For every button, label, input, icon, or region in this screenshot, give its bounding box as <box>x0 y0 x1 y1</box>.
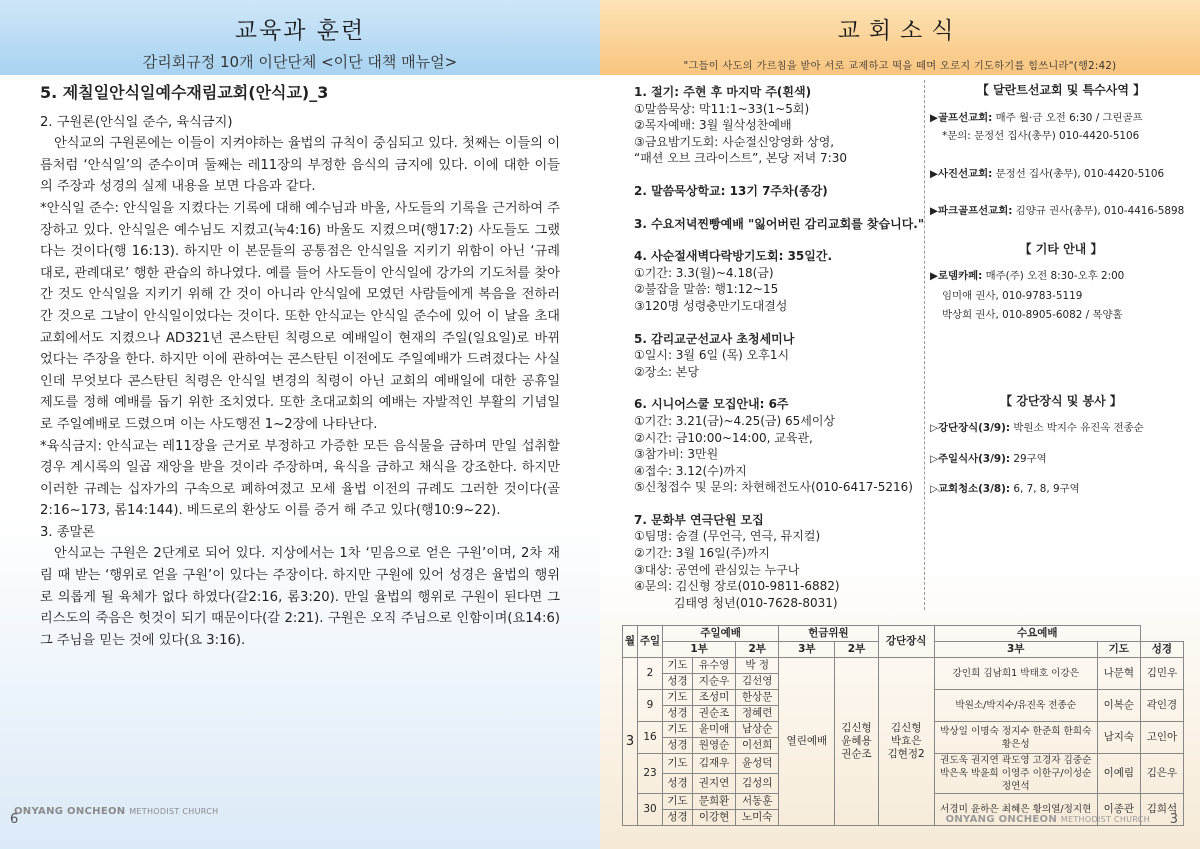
cell-altar: 서경미 윤하은 최혜은 황의열/정지현 <box>934 794 1097 826</box>
cell-role: 성경 <box>663 706 693 722</box>
th-week: 주일 <box>638 626 663 658</box>
cell-altar: 박상일 이명숙 정지수 한준희 한희숙 황은성 <box>934 722 1097 754</box>
news-line: “패션 오브 크라이스트”, 본당 저녁 7:30 <box>634 151 847 166</box>
cell-altar: 권도욱 권지연 곽도영 고경자 김중순 박은옥 박윤희 이영주 이한구/이성순 정연석 <box>934 754 1097 794</box>
news-line: ①기간: 3.21(금)~4.25(금) 65세이상 <box>634 413 836 428</box>
news-title: 2. 말씀묵상학교: 13기 7주차(종강) <box>634 183 828 198</box>
etc-title: 【 기타 안내 】 <box>1019 241 1103 256</box>
news-item <box>634 512 934 612</box>
news-line: ②불잡을 말씀: 행1:12~15 <box>634 282 779 297</box>
mission-item <box>930 204 1192 220</box>
cell-name: 윤성덕 <box>736 754 779 774</box>
cell-name: 권지연 <box>693 774 736 794</box>
cell-name: 지순우 <box>693 674 736 690</box>
altar-text: 29구역 <box>1010 452 1047 465</box>
news-title: 6. 시니어스쿨 모집안내: 6주 <box>634 397 789 412</box>
cell-name: 윤미애 <box>693 722 736 738</box>
news-line: ④문의: 김신형 장로(010-9811-6882) <box>634 579 840 594</box>
news-item <box>634 248 934 314</box>
th-wednesday: 수요예배 <box>934 626 1140 642</box>
news-line: ②시간: 금10:00~14:00, 교육관, <box>634 430 813 445</box>
left-body <box>40 82 560 651</box>
cell-name: 유수영 <box>693 658 736 674</box>
news-line: ②장소: 본당 <box>634 364 699 379</box>
cell-role: 기도 <box>663 722 693 738</box>
cell-week: 23 <box>638 754 663 794</box>
news-line: ①기간: 3.3(월)~4.18(금) <box>634 265 774 280</box>
brand-main: ONYANG ONCHEON <box>945 814 1057 825</box>
cell-role: 성경 <box>663 674 693 690</box>
paragraph: *안식일 준수: 안식일을 지켰다는 기록에 대해 예수님과 바울, 사도들의 기록을 근거하여 주장하고 있다. 안식일은 예수님도 지켰고(눅4:16) 바울도 지켰으며(행17:2) 사도들도 그랬다는 것이다(행 16:13). 하지만 이 본문들의 공통점은 안식일을 지키기 위함이 아닌 ‘규례대로, 관례대로’ 행한 관습의 하나였다. 예를 들어 사도들이 안식일에 강가의 기도처를 찾아간 것도 안식일을 지키기 위해 간 것이 아니라 안식일에 모였던 사람들에게 복음을 전하러 간 것으로 그날이 안식일이었다는 것이다. 또한 안식교는 안식일 준수에 있어 이 날을 초대교회에서도 지켰으나 AD321년 콘스탄틴 칙령으로 예배일이 현재의 주일(일요일)로 바뀌었다는 주장을 한다. 하지만 이에 관하여는 콘스탄틴 이전에도 주일예배가 드려졌다는 사실인데 무엇보다 콘스탄틴 칙령은 안식일 변경의 칙령이 아닌 교회의 예배일에 대한 공휴일 제도를 정해 예배를 돕기 위한 조치였다. 또한 초대교회의 예배는 자발적인 부활의 기념일로 주일예배로 드렸으며 이는 사도행전 1~2장에 나타난다. <box>40 200 560 432</box>
etc-line: 박상희 권사, 010-8905-6082 / 목양홀 <box>942 309 1123 321</box>
cell-name: 서동훈 <box>736 794 779 810</box>
cell-wed-prayer: 이복순 <box>1097 690 1140 722</box>
right-page <box>600 0 1200 849</box>
th-p3: 3부 <box>779 642 835 658</box>
mission-name: ▶사진선교회: <box>930 167 993 180</box>
cell-week: 16 <box>638 722 663 754</box>
th-altar: 강단장식 <box>878 626 934 658</box>
th-p2b: 2부 <box>835 642 878 658</box>
cell-role: 성경 <box>663 810 693 826</box>
cell-role: 성경 <box>663 738 693 754</box>
news-item <box>634 183 934 200</box>
cell-role: 기도 <box>663 754 693 774</box>
news-column <box>634 84 934 627</box>
altar-list <box>930 421 1192 498</box>
right-header-subtitle: "그들이 사도의 가르침을 받아 서로 교제하고 떡을 떼며 오로지 기도하기를 힘쓰니라"(행2:42) <box>683 61 1117 72</box>
news-line: ②목자예배: 3월 월삭성찬예배 <box>634 118 792 133</box>
cell-name: 이선희 <box>736 738 779 754</box>
table-row <box>623 658 1184 674</box>
th-p3b: 3부 <box>934 642 1097 658</box>
altar-item <box>930 482 1192 498</box>
cell-week: 9 <box>638 690 663 722</box>
news-line: ⑤신청접수 및 문의: 차현해전도사(010-6417-5216) <box>634 480 913 495</box>
news-line: ③대상: 공연에 관심있는 누구나 <box>634 562 800 577</box>
brand-main: ONYANG ONCHEON <box>14 806 126 817</box>
cell-week: 2 <box>638 658 663 690</box>
th-scripture: 성경 <box>1140 642 1183 658</box>
right-header-title: 교회소식 <box>837 18 963 44</box>
left-header-subtitle: 감리회규정 10개 이단단체 <이단 대책 매뉴얼> <box>142 53 458 71</box>
cell-name: 김선영 <box>736 674 779 690</box>
th-prayer: 기도 <box>1097 642 1140 658</box>
cell-name: 문희환 <box>693 794 736 810</box>
cell-wed-scripture: 고인아 <box>1140 722 1183 754</box>
duty-table <box>622 625 1184 826</box>
news-line: ②기간: 3월 16일(주)까지 <box>634 546 770 561</box>
th-offering: 헌금위원 <box>779 626 878 642</box>
news-title: 3. 수요저녁찐빵예배 "잃어버린 감리교회를 찾습니다." <box>634 216 925 231</box>
altar-name: ▷교회청소(3/8): <box>930 483 1011 495</box>
news-line: ③120명 성령충만기도대결성 <box>634 298 788 313</box>
cell-name: 한상문 <box>736 690 779 706</box>
etc-line: 임미애 권사, 010-9783-5119 <box>942 289 1083 302</box>
cell-name: 남상순 <box>736 722 779 738</box>
altar-name: ▷강단장식(3/9): <box>930 422 1011 434</box>
cell-offering2: 김신형 윤혜용 권순조 <box>835 658 878 826</box>
altar-name: ▷주일식사(3/9): <box>930 452 1011 465</box>
altar-text: 6, 7, 8, 9구역 <box>1010 483 1080 495</box>
news-title: 4. 사순절새벽다락방기도회: 35일간. <box>634 249 833 264</box>
cell-wed-scripture: 김민우 <box>1140 658 1183 690</box>
cell-name: 이강현 <box>693 810 736 826</box>
cell-name: 김성의 <box>736 774 779 794</box>
news-item <box>634 84 934 167</box>
news-item <box>634 216 934 233</box>
altar-text: 박원소 박지수 유진옥 전종순 <box>1010 422 1144 434</box>
right-brand <box>946 814 1150 825</box>
cell-wed-scripture: 김희석 <box>1140 794 1183 826</box>
cell-name: 노미숙 <box>736 810 779 826</box>
th-month: 월 <box>623 626 638 658</box>
etc-text: 매주(주) 오전 8:30-오후 2:00 <box>982 270 1125 282</box>
subheading: 2. 구원론(안식일 준수, 육식금지) <box>40 114 233 130</box>
th-sunday: 주일예배 <box>663 626 779 642</box>
mission-name: ▶골프선교회: <box>930 111 993 124</box>
left-page-number: 6 <box>10 812 19 827</box>
cell-wed-scripture: 곽인경 <box>1140 690 1183 722</box>
section-title: 5. 제칠일안식일예수재림교회(안식교)_3 <box>40 83 329 102</box>
news-title: 5. 감리교군선교사 초청세미나 <box>634 331 795 346</box>
brand-sub: METHODIST CHURCH <box>1060 815 1150 824</box>
cell-name: 권순조 <box>693 706 736 722</box>
news-line: ①팀명: 숨결 (무언극, 연극, 뮤지컬) <box>634 529 821 544</box>
news-line: ①말씀묵상: 막11:1~33(1~5회) <box>634 101 810 116</box>
left-header <box>0 0 600 75</box>
right-header <box>600 0 1200 75</box>
th-p2: 2부 <box>736 642 779 658</box>
news-title: 7. 문화부 연극단원 모집 <box>634 512 764 527</box>
mission-title: 【 달란트선교회 및 특수사역 】 <box>976 83 1146 97</box>
news-line: ③금요밤기도회: 사순절신앙영화 상영, <box>634 134 835 149</box>
cell-name: 원영순 <box>693 738 736 754</box>
etc-name: ▶로뎀카페: <box>930 270 983 282</box>
mission-name: ▶파크골프선교회: <box>930 205 1013 217</box>
news-line: 김태영 청년(010-7628-8031) <box>634 595 838 610</box>
paragraph: *육식금지: 안식교는 레11장을 근거로 부정하고 가증한 모든 음식물을 금하며 만일 섭취할 경우 계시록의 일곱 재앙을 받을 것이라 주장하며, 육식을 금하고 채식을 강조한다. 하지만 이러한 규례는 십자가의 구속으로 폐하여졌고 모세 율법 이전의 규례도 그러한 것이다(골2:16~173, 롬14:144). 베드로의 환상도 이를 증거 해 주고 있다(행10:9~22). <box>40 438 560 519</box>
cell-offering3: 김신형 박효은 김현정2 <box>878 658 934 826</box>
th-p1: 1부 <box>663 642 736 658</box>
news-line: ③참가비: 3만원 <box>634 447 719 462</box>
right-page-number: 3 <box>1169 812 1178 827</box>
cell-month: 3 <box>623 658 638 826</box>
cell-name: 김재우 <box>693 754 736 774</box>
column-divider <box>924 80 925 610</box>
cell-name: 조성미 <box>693 690 736 706</box>
cell-name: 정혜련 <box>736 706 779 722</box>
subheading: 3. 종말론 <box>40 524 95 540</box>
cell-role: 성경 <box>663 774 693 794</box>
mission-text: 문정선 집사(총무), 010-4420-5106 <box>992 167 1165 180</box>
mission-list <box>930 111 1192 220</box>
paragraph: 안식교의 구원론에는 이들이 지켜야하는 율법의 규칙이 중심되고 있다. 첫째는 이들의 이름처럼 ‘안식일’의 준수이며 둘째는 레11장의 부정한 음식의 금지에 있다. 이에 대한 이들의 주장과 성경의 실제 내용을 보면 다음과 같다. <box>40 136 560 195</box>
cell-role: 기도 <box>663 690 693 706</box>
news-title: 1. 절기: 주현 후 마지막 주(흰색) <box>634 85 812 99</box>
cell-altar: 강인희 김남희1 박태호 이강은 <box>934 658 1097 690</box>
cell-role: 기도 <box>663 658 693 674</box>
altar-item <box>930 452 1192 468</box>
cell-wed-scripture: 김은우 <box>1140 754 1183 794</box>
side-column <box>930 80 1192 513</box>
left-header-title: 교육과 훈련 <box>234 18 366 44</box>
cell-wed-prayer: 남지숙 <box>1097 722 1140 754</box>
news-item <box>634 331 934 381</box>
altar-title: 【 강단장식 및 봉사 】 <box>1000 393 1122 408</box>
left-brand <box>14 806 218 817</box>
cell-week: 30 <box>638 794 663 826</box>
cell-wed-prayer: 이종관 <box>1097 794 1140 826</box>
cell-sunday3: 열린예배 <box>779 658 835 826</box>
news-line: ①일시: 3월 6일 (목) 오후1시 <box>634 348 790 363</box>
cell-wed-prayer: 이예림 <box>1097 754 1140 794</box>
altar-item <box>930 421 1192 437</box>
mission-text: 김양규 권사(총무), 010-4416-5898 <box>1012 205 1185 217</box>
mission-text: 매주 월·금 오전 6:30 / 그린골프 <box>992 111 1143 124</box>
cell-role: 기도 <box>663 794 693 810</box>
brand-sub: METHODIST CHURCH <box>129 807 219 816</box>
cell-name: 박 정 <box>736 658 779 674</box>
etc-item <box>930 269 1192 324</box>
paragraph: 안식교는 구원은 2단계로 되어 있다. 지상에서는 1차 ‘믿음으로 얻은 구원’이며, 2차 재림 때 받는 ‘행위로 얻을 구원’이 있다는 주장이다. 하지만 구원에 있어 성경은 율법의 행위로 의롭게 될 육체가 없다 하였다(갈2:16, 롬3:20). 만일 율법의 행위로 구원이 된다면 그리스도의 죽음은 헛것이 되기 때문이다(갈 2:21). 구원은 오직 주님으로 인함이며(요14:6) 그 주님을 믿는 것에 있다(요 3:16). <box>40 546 560 648</box>
news-line: ④접수: 3.12(수)까지 <box>634 463 747 478</box>
mission-sub: *문의: 문정선 집사(총무) 010-4420-5106 <box>942 130 1140 142</box>
mission-item <box>930 167 1192 183</box>
cell-wed-prayer: 나문혁 <box>1097 658 1140 690</box>
news-item <box>634 396 934 496</box>
cell-altar: 박원소/박지수/유진옥 전종순 <box>934 690 1097 722</box>
mission-item <box>930 111 1192 145</box>
